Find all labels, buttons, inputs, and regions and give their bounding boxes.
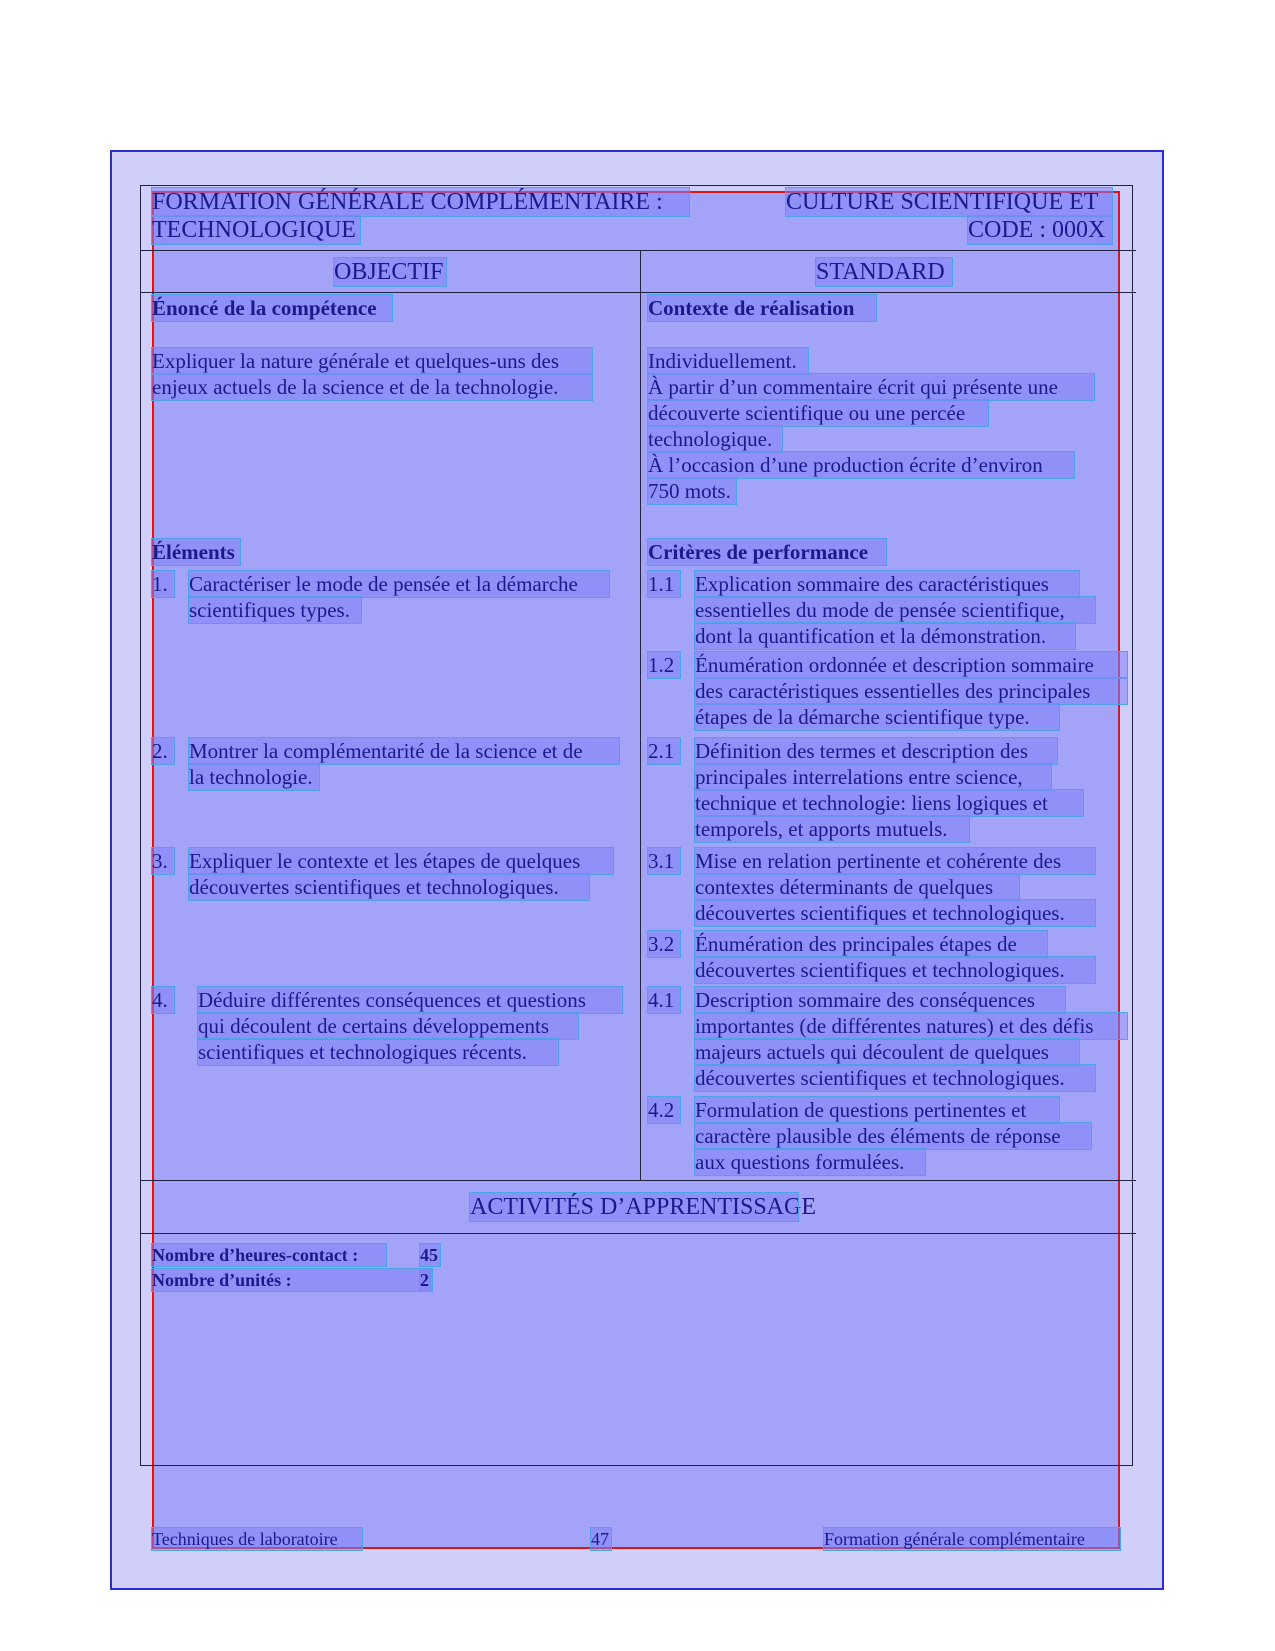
critere-number: 3.2 [648,931,680,957]
element-text: Déduire différentes conséquences et questions [198,987,622,1013]
enonce-text: Expliquer la nature générale et quelques-uns des [152,348,592,374]
critere-text: technique et technologie: liens logiques et [695,790,1083,816]
critere-text: Énumération ordonnée et description sommaire [695,652,1127,678]
contexte-text: À partir d’un commentaire écrit qui présente une [648,374,1094,400]
divider [140,1180,1136,1181]
column-divider [640,250,641,1180]
heures-value: 45 [420,1245,438,1265]
critere-text: Formulation de questions pertinentes et [695,1097,1059,1123]
critere-text: majeurs actuels qui découlent de quelques [695,1039,1079,1065]
divider [140,250,1136,251]
divider [140,292,1136,293]
critere-number: 3.1 [648,848,680,874]
header-line2-right: CODE : 000X [968,216,1112,244]
activites-title: ACTIVITÉS D’APPRENTISSAGE [470,1194,817,1220]
critere-text: importantes (de différentes natures) et des défis [695,1013,1127,1039]
enonce-heading: Énoncé de la compétence [152,295,392,321]
critere-text: aux questions formulées. [695,1149,925,1175]
element-text: la technologie. [189,764,319,790]
critere-text: Définition des termes et description des [695,738,1057,764]
element-text: Expliquer le contexte et les étapes de quelques [189,848,613,874]
heures-label: Nombre d’heures-contact : [152,1244,386,1266]
element-text: scientifiques et technologiques récents. [198,1039,558,1065]
contexte-heading: Contexte de réalisation [648,295,876,321]
critere-text: dont la quantification et la démonstration. [695,623,1075,649]
element-number: 3. [152,848,174,874]
critere-number: 4.1 [648,987,680,1013]
contexte-text: Individuellement. [648,348,808,374]
header-line2-left: TECHNOLOGIQUE [152,216,360,244]
page-number: 47 [591,1529,609,1549]
contexte-text: découverte scientifique ou une percée [648,400,988,426]
unites-label: Nombre d’unités : [152,1269,430,1291]
critere-text: Énumération des principales étapes de [695,931,1047,957]
enonce-text: enjeux actuels de la science et de la technologie. [152,374,592,400]
critere-number: 1.2 [648,652,680,678]
column-header-standard: STANDARD [816,258,952,286]
critere-text: Description sommaire des conséquences [695,987,1065,1013]
footer-right: Formation générale complémentaire [824,1528,1120,1550]
element-number: 4. [152,987,174,1013]
critere-text: temporels, et apports mutuels. [695,816,969,842]
critere-text: découvertes scientifiques et technologiques. [695,1065,1095,1091]
element-number: 2. [152,738,174,764]
critere-text: des caractéristiques essentielles des principales [695,678,1127,704]
element-number: 1. [152,571,174,597]
criteres-heading: Critères de performance [648,539,886,565]
critere-text: étapes de la démarche scientifique type. [695,704,1059,730]
contexte-text: À l’occasion d’une production écrite d’environ [648,452,1074,478]
critere-text: caractère plausible des éléments de réponse [695,1123,1091,1149]
header-line1-right: CULTURE SCIENTIFIQUE ET [786,188,1112,216]
critere-text: essentielles du mode de pensée scientifique, [695,597,1095,623]
header-line1-left: FORMATION GÉNÉRALE COMPLÉMENTAIRE : [152,188,689,216]
column-header-objectif: OBJECTIF [334,258,446,286]
divider [140,1233,1136,1234]
elements-heading: Éléments [152,539,240,565]
critere-number: 4.2 [648,1097,680,1123]
element-text: qui découlent de certains développements [198,1013,578,1039]
critere-text: découvertes scientifiques et technologiques. [695,957,1095,983]
critere-text: principales interrelations entre science, [695,764,1051,790]
critere-text: Mise en relation pertinente et cohérente des [695,848,1095,874]
critere-text: contextes déterminants de quelques [695,874,1019,900]
contexte-text: technologique. [648,426,782,452]
unites-value: 2 [420,1269,432,1291]
contexte-text: 750 mots. [648,478,736,504]
critere-text: Explication sommaire des caractéristiques [695,571,1079,597]
element-text: Caractériser le mode de pensée et la démarche [189,571,609,597]
critere-number: 2.1 [648,738,680,764]
element-text: découvertes scientifiques et technologiques. [189,874,589,900]
critere-number: 1.1 [648,571,680,597]
element-text: Montrer la complémentarité de la science et de [189,738,619,764]
element-text: scientifiques types. [189,597,361,623]
footer-left: Techniques de laboratoire [152,1528,362,1550]
critere-text: découvertes scientifiques et technologiques. [695,900,1095,926]
